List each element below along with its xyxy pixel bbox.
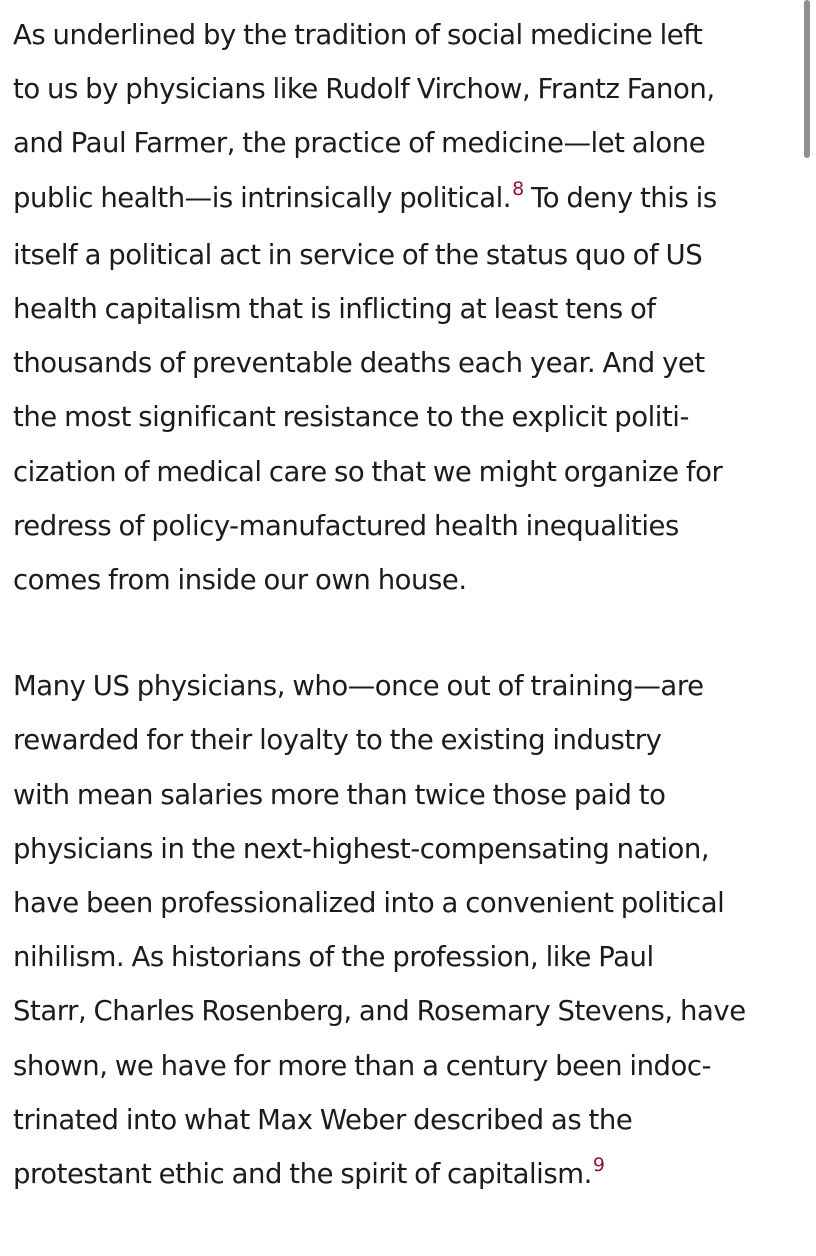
text-line: nihilism. As historians of the profession, like Paul [13, 941, 654, 974]
scrollbar[interactable] [802, 0, 816, 1200]
text-line: cization of medical care so that we might organize for [13, 455, 723, 488]
reference-link-9[interactable]: 9 [592, 1154, 605, 1177]
text-line-with-reference [13, 171, 803, 228]
reference-link-8[interactable]: 8 [512, 177, 524, 200]
text-line: shown, we have for more than a century been indoc- [13, 1049, 712, 1082]
text-line: with mean salaries more than twice those paid to [13, 778, 666, 811]
text-line: health capitalism that is inflicting at least tens of [13, 293, 656, 326]
text-line: the most significant resistance to the explicit politi- [13, 401, 689, 434]
text-line: physicians in the next-highest-compensating nation, [13, 832, 710, 865]
paragraph-us-physicians [13, 659, 803, 1204]
paragraph-social-medicine [13, 8, 803, 607]
text-line: itself a political act in service of the status quo of US [13, 238, 703, 271]
text-segment: public health—is intrinsically political. [13, 181, 512, 214]
text-line: thousands of preventable deaths each year. And yet [13, 347, 705, 380]
text-line: Starr, Charles Rosenberg, and Rosemary Stevens, have [13, 995, 746, 1028]
text-segment: protestant ethic and the spirit of capitalism. [13, 1158, 592, 1191]
text-line: to us by physicians like Rudolf Virchow, Frantz Fanon, [13, 73, 715, 106]
text-line: rewarded for their loyalty to the existing industry [13, 724, 662, 757]
text-line: redress of policy-manufactured health inequalities [13, 509, 679, 542]
text-line: As underlined by the tradition of social medicine left [13, 19, 703, 51]
article-body [13, 8, 803, 1256]
text-line-with-reference [13, 1147, 803, 1204]
scrollbar-thumb[interactable] [804, 0, 810, 158]
text-line: and Paul Farmer, the practice of medicine—let alone [13, 127, 706, 160]
text-segment: To deny this is [523, 181, 717, 214]
text-line: comes from inside our own house. [13, 564, 467, 597]
text-line: have been professionalized into a convenient political [13, 887, 725, 920]
text-line: trinated into what Max Weber described as the [13, 1103, 633, 1136]
text-line: Many US physicians, who—once out of training—are [13, 670, 704, 703]
